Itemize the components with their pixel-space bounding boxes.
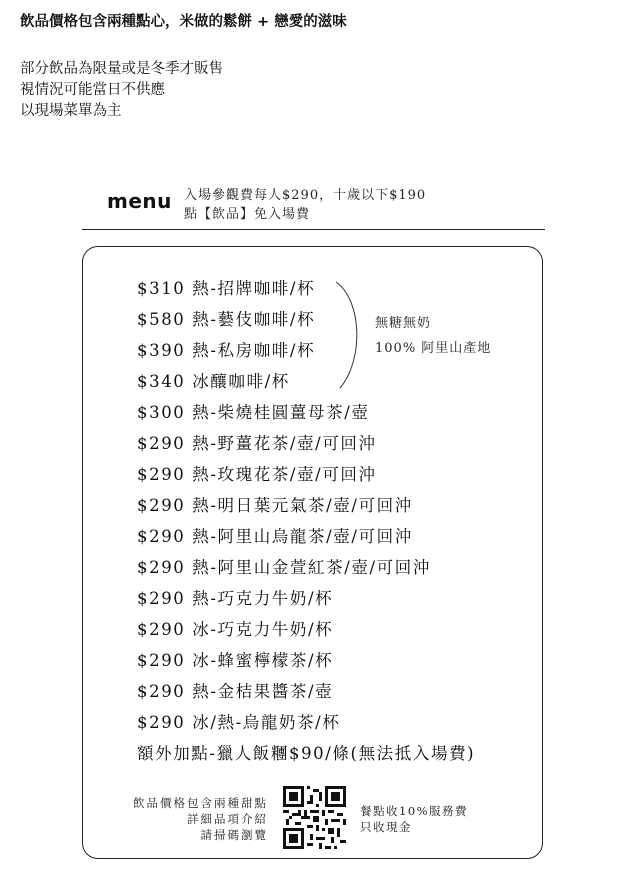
menu-item: 額外加點-獵人飯糰$90/條(無法抵入場費) bbox=[137, 744, 476, 763]
coffee-note bbox=[375, 311, 491, 361]
menu-item: $310 熱-招牌咖啡/杯 bbox=[137, 279, 316, 298]
intro-line: 以現場菜單為主 bbox=[20, 103, 122, 120]
footer-line: 飲品價格包含兩種甜點 bbox=[133, 796, 268, 810]
menu-item: $290 熱-阿里山烏龍茶/壺/可回沖 bbox=[137, 527, 413, 546]
menu-item: $290 熱-野薑花茶/壺/可回沖 bbox=[137, 434, 377, 453]
menu-item: $290 冰-巧克力牛奶/杯 bbox=[137, 620, 334, 639]
footer-payment-note bbox=[360, 803, 468, 835]
menu-item: $290 熱-金桔果醬茶/壺 bbox=[137, 682, 334, 701]
intro-text bbox=[20, 12, 347, 122]
footer-line: 請掃碼瀏覽 bbox=[200, 828, 268, 842]
footer-line: 餐點收10%服務費 bbox=[360, 804, 469, 818]
footer-line: 只收現金 bbox=[360, 820, 412, 834]
footer-dessert-note bbox=[110, 795, 268, 843]
menu-item: $290 熱-玫瑰花茶/壺/可回沖 bbox=[137, 465, 377, 484]
fee-line: 點【飲品】免入場費 bbox=[184, 207, 311, 222]
note-line: 無糖無奶 bbox=[375, 316, 432, 331]
menu-item: $580 熱-藝伎咖啡/杯 bbox=[137, 310, 316, 329]
fee-line: 入場參觀費每人$290，十歲以下$190 bbox=[184, 188, 427, 203]
menu-item: $290 熱-巧克力牛奶/杯 bbox=[137, 589, 334, 608]
menu-item: $340 冰釀咖啡/杯 bbox=[137, 372, 290, 391]
intro-line: 部分飲品為限量或是冬季才販售 bbox=[20, 61, 223, 78]
menu-item: $290 冰-蜂蜜檸檬茶/杯 bbox=[137, 651, 334, 670]
brace-icon bbox=[334, 280, 364, 392]
note-line: 100% 阿里山產地 bbox=[375, 341, 492, 356]
intro-line: 視情況可能當日不供應 bbox=[20, 82, 165, 99]
menu-item: $290 熱-阿里山金萱紅茶/壺/可回沖 bbox=[137, 558, 431, 577]
footer-line: 詳細品項介紹 bbox=[187, 812, 268, 826]
qr-code-icon[interactable] bbox=[283, 786, 346, 849]
menu-item: $390 熱-私房咖啡/杯 bbox=[137, 341, 316, 360]
menu-item: $290 冰/熱-烏龍奶茶/杯 bbox=[137, 713, 341, 732]
menu-item: $290 熱-明日葉元氣茶/壺/可回沖 bbox=[137, 496, 413, 515]
menu-item: $300 熱-柴燒桂圓薑母茶/壺 bbox=[137, 403, 370, 422]
entrance-fee-info bbox=[184, 186, 426, 224]
menu-title: menu bbox=[107, 189, 172, 213]
header-divider bbox=[82, 229, 545, 230]
intro-heading: 飲品價格包含兩種點心，米做的鬆餅 + 戀愛的滋味 bbox=[20, 14, 347, 30]
